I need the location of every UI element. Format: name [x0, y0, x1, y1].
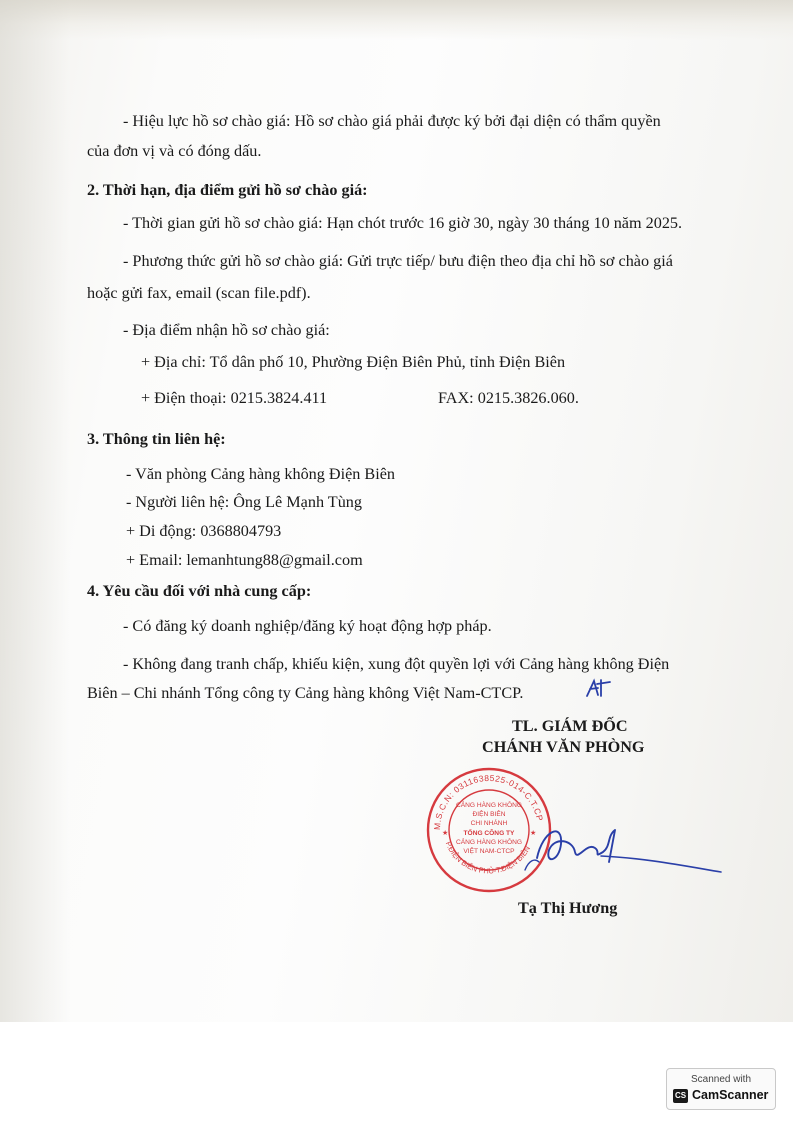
section-heading-2: 2. Thời hạn, địa điểm gửi hồ sơ chào giá:	[87, 181, 368, 199]
initials-mark	[584, 676, 616, 702]
text-line-no-dispute-cont: Biên – Chi nhánh Tổng công ty Cảng hàng không Việt Nam-CTCP.	[87, 684, 524, 702]
svg-text:★: ★	[442, 829, 449, 837]
page-shadow-left	[0, 0, 70, 1022]
seal-bottom-text: P.ĐIỆN BIÊN PHỦ-T.ĐIỆN BIÊN	[443, 840, 533, 876]
text-line-deadline: - Thời gian gửi hồ sơ chào giá: Hạn chót trước 16 giờ 30, ngày 30 tháng 10 năm 2025.	[123, 214, 683, 232]
seal-line-2: ĐIỆN BIÊN	[472, 811, 506, 818]
text-line-fax: FAX: 0215.3826.060.	[438, 389, 579, 407]
text-line-phone: + Điện thoại: 0215.3824.411	[141, 389, 328, 407]
text-line-contact-person: - Người liên hệ: Ông Lê Mạnh Tùng	[126, 493, 362, 511]
text-line-address: + Địa chỉ: Tổ dân phố 10, Phường Điện Biên Phủ, tỉnh Điện Biên	[141, 353, 566, 371]
seal-line-1: CẢNG HÀNG KHÔNG	[456, 802, 522, 809]
handwritten-signature	[515, 800, 725, 885]
seal-line-3: CHI NHÁNH	[470, 820, 508, 827]
scanned-with-label: Scanned with	[690, 1074, 752, 1085]
text-line-office: - Văn phòng Cảng hàng không Điện Biên	[126, 465, 396, 483]
section-heading-4: 4. Yêu cầu đối với nhà cung cấp:	[87, 582, 312, 600]
signature-title-2: CHÁNH VĂN PHÒNG	[482, 738, 645, 756]
camscanner-badge	[666, 1068, 776, 1110]
text-line-method-cont: hoặc gửi fax, email (scan file.pdf).	[87, 284, 311, 302]
page-shadow-top	[0, 0, 793, 40]
text-line-location: - Địa điểm nhận hồ sơ chào giá:	[123, 321, 330, 339]
text-line-email: + Email: lemanhtung88@gmail.com	[126, 551, 363, 569]
section-heading-3: 3. Thông tin liên hệ:	[87, 430, 226, 448]
seal-outer-text: M.S.C.N: 0311638525-014-C.T.CP	[431, 772, 546, 831]
text-line-registration: - Có đăng ký doanh nghiệp/đăng ký hoạt động hợp pháp.	[123, 617, 492, 635]
text-line-method: - Phương thức gửi hồ sơ chào giá: Gửi trực tiếp/ bưu điện theo địa chỉ hồ sơ chào giá	[123, 252, 673, 270]
seal-line-6: VIỆT NAM-CTCP	[463, 848, 515, 855]
svg-text:★: ★	[530, 829, 537, 837]
text-line-no-dispute: - Không đang tranh chấp, khiếu kiện, xung đột quyền lợi với Cảng hàng không Điện	[123, 655, 670, 673]
text-line-mobile: + Di động: 0368804793	[126, 522, 282, 540]
seal-line-4: TỔNG CÔNG TY	[463, 830, 515, 837]
text-line-validity: - Hiệu lực hồ sơ chào giá: Hồ sơ chào giá phải được ký bởi đại diện có thẩm quyền	[123, 112, 661, 130]
signature-title-1: TL. GIÁM ĐỐC	[512, 717, 628, 735]
signer-name: Tạ Thị Hương	[518, 899, 618, 917]
camscanner-logo-icon: CS	[673, 1089, 688, 1103]
camscanner-brand: CamScanner	[692, 1088, 769, 1102]
text-line-validity-cont: của đơn vị và có đóng dấu.	[87, 142, 262, 160]
seal-line-5: CẢNG HÀNG KHÔNG	[456, 839, 522, 846]
